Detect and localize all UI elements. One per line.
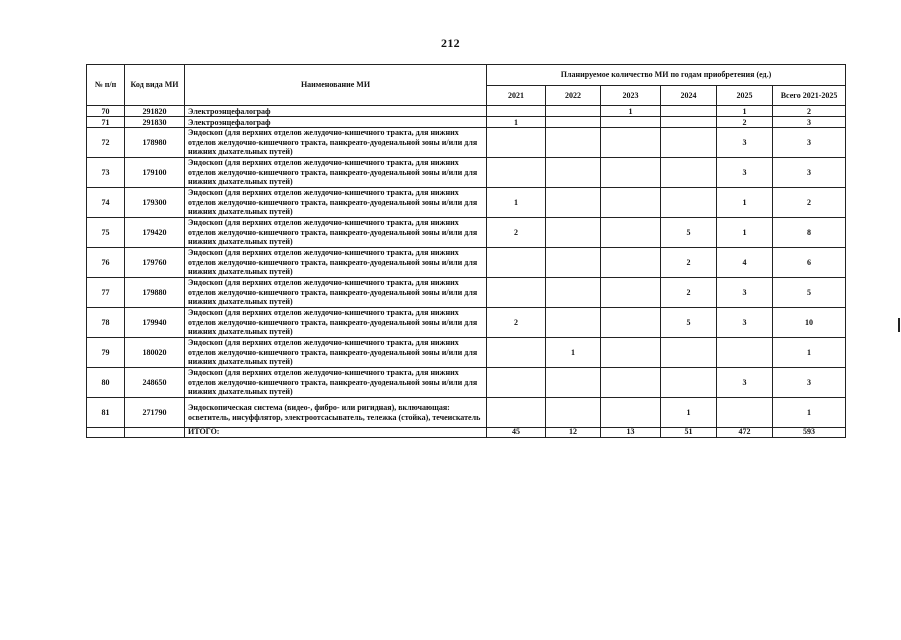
row-value: 1 bbox=[717, 218, 773, 248]
row-value: 1 bbox=[487, 117, 546, 128]
row-value bbox=[601, 308, 661, 338]
row-value bbox=[661, 158, 717, 188]
row-code: 179880 bbox=[125, 278, 185, 308]
row-value: 3 bbox=[773, 158, 846, 188]
row-value bbox=[601, 128, 661, 158]
row-value bbox=[601, 278, 661, 308]
row-value: 1 bbox=[546, 338, 601, 368]
row-value bbox=[601, 338, 661, 368]
table-row bbox=[87, 106, 846, 117]
row-number: 74 bbox=[87, 188, 125, 218]
table-row bbox=[87, 248, 846, 278]
row-value: 3 bbox=[717, 158, 773, 188]
row-number: 75 bbox=[87, 218, 125, 248]
row-value bbox=[661, 368, 717, 398]
table-row bbox=[87, 308, 846, 338]
row-value bbox=[487, 278, 546, 308]
row-code: 180020 bbox=[125, 338, 185, 368]
row-name: Эндоскопическая система (видео-, фибро- или ригидная), включающая: осветитель, инсуффлятор, электроотсасыватель, тележка (стойка), течеискатель bbox=[185, 398, 487, 428]
row-value bbox=[487, 158, 546, 188]
row-value bbox=[487, 248, 546, 278]
total-empty-code bbox=[125, 428, 185, 438]
row-number: 71 bbox=[87, 117, 125, 128]
row-name: Эндоскоп (для верхних отделов желудочно-кишечного тракта, для нижних отделов желудочно-кишечного тракта, панкреато-дуоденальной зоны и/или для нижних дыхательных путей) bbox=[185, 248, 487, 278]
row-name: Эндоскоп (для верхних отделов желудочно-кишечного тракта, для нижних отделов желудочно-кишечного тракта, панкреато-дуоденальной зоны и/или для нижних дыхательных путей) bbox=[185, 188, 487, 218]
total-value: 593 bbox=[773, 428, 846, 438]
row-value: 2 bbox=[717, 117, 773, 128]
row-value bbox=[717, 398, 773, 428]
row-value bbox=[487, 398, 546, 428]
header-total-2021-2025: Всего 2021-2025 bbox=[773, 86, 846, 106]
row-value bbox=[487, 368, 546, 398]
row-value: 2 bbox=[661, 248, 717, 278]
row-value: 2 bbox=[487, 308, 546, 338]
row-name: Электроэнцефалограф bbox=[185, 106, 487, 117]
row-number: 80 bbox=[87, 368, 125, 398]
row-value: 5 bbox=[661, 308, 717, 338]
row-value bbox=[601, 158, 661, 188]
header-year-2022: 2022 bbox=[546, 86, 601, 106]
header-year-2024: 2024 bbox=[661, 86, 717, 106]
row-value: 3 bbox=[717, 128, 773, 158]
row-value: 10 bbox=[773, 308, 846, 338]
row-code: 179940 bbox=[125, 308, 185, 338]
row-value: 6 bbox=[773, 248, 846, 278]
row-value bbox=[601, 368, 661, 398]
row-value bbox=[546, 158, 601, 188]
header-row-top bbox=[87, 65, 846, 86]
row-value bbox=[601, 117, 661, 128]
total-value: 12 bbox=[546, 428, 601, 438]
row-number: 81 bbox=[87, 398, 125, 428]
row-name: Эндоскоп (для верхних отделов желудочно-кишечного тракта, для нижних отделов желудочно-кишечного тракта, панкреато-дуоденальной зоны и/или для нижних дыхательных путей) bbox=[185, 308, 487, 338]
row-value bbox=[487, 338, 546, 368]
row-value: 1 bbox=[717, 106, 773, 117]
row-code: 179760 bbox=[125, 248, 185, 278]
row-value bbox=[661, 128, 717, 158]
row-name: Эндоскоп (для верхних отделов желудочно-кишечного тракта, для нижних отделов желудочно-кишечного тракта, панкреато-дуоденальной зоны и/или для нижних дыхательных путей) bbox=[185, 158, 487, 188]
header-name: Наименование МИ bbox=[185, 65, 487, 106]
row-value bbox=[546, 188, 601, 218]
table-row bbox=[87, 398, 846, 428]
row-value bbox=[546, 278, 601, 308]
row-value: 1 bbox=[661, 398, 717, 428]
row-value bbox=[601, 248, 661, 278]
row-value: 1 bbox=[773, 338, 846, 368]
row-value: 5 bbox=[661, 218, 717, 248]
row-value: 1 bbox=[487, 188, 546, 218]
total-value: 13 bbox=[601, 428, 661, 438]
table-row bbox=[87, 218, 846, 248]
row-code: 178980 bbox=[125, 128, 185, 158]
row-value: 2 bbox=[773, 188, 846, 218]
row-value: 3 bbox=[773, 368, 846, 398]
row-value: 1 bbox=[717, 188, 773, 218]
row-name: Эндоскоп (для верхних отделов желудочно-кишечного тракта, для нижних отделов желудочно-кишечного тракта, панкреато-дуоденальной зоны и/или для нижних дыхательных путей) bbox=[185, 338, 487, 368]
row-code: 291830 bbox=[125, 117, 185, 128]
row-code: 179100 bbox=[125, 158, 185, 188]
row-name: Эндоскоп (для верхних отделов желудочно-кишечного тракта, для нижних отделов желудочно-кишечного тракта, панкреато-дуоденальной зоны и/или для нижних дыхательных путей) bbox=[185, 368, 487, 398]
row-value bbox=[487, 128, 546, 158]
row-value bbox=[487, 106, 546, 117]
row-value bbox=[661, 106, 717, 117]
table-row bbox=[87, 338, 846, 368]
margin-mark bbox=[898, 318, 900, 332]
row-number: 77 bbox=[87, 278, 125, 308]
row-value: 3 bbox=[717, 278, 773, 308]
row-value: 5 bbox=[773, 278, 846, 308]
row-name: Эндоскоп (для верхних отделов желудочно-кишечного тракта, для нижних отделов желудочно-кишечного тракта, панкреато-дуоденальной зоны и/или для нижних дыхательных путей) bbox=[185, 278, 487, 308]
row-value: 2 bbox=[773, 106, 846, 117]
row-value bbox=[717, 338, 773, 368]
row-value bbox=[546, 117, 601, 128]
table-row bbox=[87, 117, 846, 128]
row-value bbox=[661, 117, 717, 128]
row-code: 291820 bbox=[125, 106, 185, 117]
row-number: 72 bbox=[87, 128, 125, 158]
mi-purchase-table bbox=[86, 64, 846, 438]
row-value: 1 bbox=[601, 106, 661, 117]
row-value: 4 bbox=[717, 248, 773, 278]
row-code: 179420 bbox=[125, 218, 185, 248]
row-number: 79 bbox=[87, 338, 125, 368]
row-value bbox=[546, 218, 601, 248]
total-value: 51 bbox=[661, 428, 717, 438]
row-name: Эндоскоп (для верхних отделов желудочно-кишечного тракта, для нижних отделов желудочно-кишечного тракта, панкреато-дуоденальной зоны и/или для нижних дыхательных путей) bbox=[185, 218, 487, 248]
table-row bbox=[87, 278, 846, 308]
row-name: Электроэнцефалограф bbox=[185, 117, 487, 128]
row-number: 73 bbox=[87, 158, 125, 188]
table-row bbox=[87, 368, 846, 398]
row-value bbox=[601, 188, 661, 218]
row-value bbox=[546, 248, 601, 278]
header-year-2025: 2025 bbox=[717, 86, 773, 106]
row-value: 3 bbox=[717, 308, 773, 338]
row-value bbox=[661, 338, 717, 368]
row-number: 76 bbox=[87, 248, 125, 278]
row-value: 3 bbox=[773, 128, 846, 158]
total-value: 472 bbox=[717, 428, 773, 438]
row-value bbox=[546, 128, 601, 158]
page-number: 212 bbox=[441, 36, 460, 50]
header-year-2021: 2021 bbox=[487, 86, 546, 106]
total-empty-num bbox=[87, 428, 125, 438]
row-number: 78 bbox=[87, 308, 125, 338]
row-value: 3 bbox=[717, 368, 773, 398]
row-value bbox=[546, 106, 601, 117]
table-body bbox=[87, 106, 846, 438]
row-value bbox=[601, 398, 661, 428]
row-name: Эндоскоп (для верхних отделов желудочно-кишечного тракта, для нижних отделов желудочно-кишечного тракта, панкреато-дуоденальной зоны и/или для нижних дыхательных путей) bbox=[185, 128, 487, 158]
row-value bbox=[546, 308, 601, 338]
total-row bbox=[87, 428, 846, 438]
table-row bbox=[87, 128, 846, 158]
row-code: 271790 bbox=[125, 398, 185, 428]
table-row bbox=[87, 188, 846, 218]
total-value: 45 bbox=[487, 428, 546, 438]
header-year-2023: 2023 bbox=[601, 86, 661, 106]
row-value bbox=[601, 218, 661, 248]
table-row bbox=[87, 158, 846, 188]
row-value bbox=[546, 368, 601, 398]
row-value bbox=[661, 188, 717, 218]
row-value: 2 bbox=[661, 278, 717, 308]
total-label: ИТОГО: bbox=[185, 428, 487, 438]
row-value: 2 bbox=[487, 218, 546, 248]
header-planned: Планируемое количество МИ по годам приобретения (ед.) bbox=[487, 65, 846, 86]
row-value: 8 bbox=[773, 218, 846, 248]
row-value bbox=[546, 398, 601, 428]
row-number: 70 bbox=[87, 106, 125, 117]
row-code: 179300 bbox=[125, 188, 185, 218]
row-value: 1 bbox=[773, 398, 846, 428]
header-code: Код вида МИ bbox=[125, 65, 185, 106]
row-value: 3 bbox=[773, 117, 846, 128]
header-num: № п/п bbox=[87, 65, 125, 106]
row-code: 248650 bbox=[125, 368, 185, 398]
